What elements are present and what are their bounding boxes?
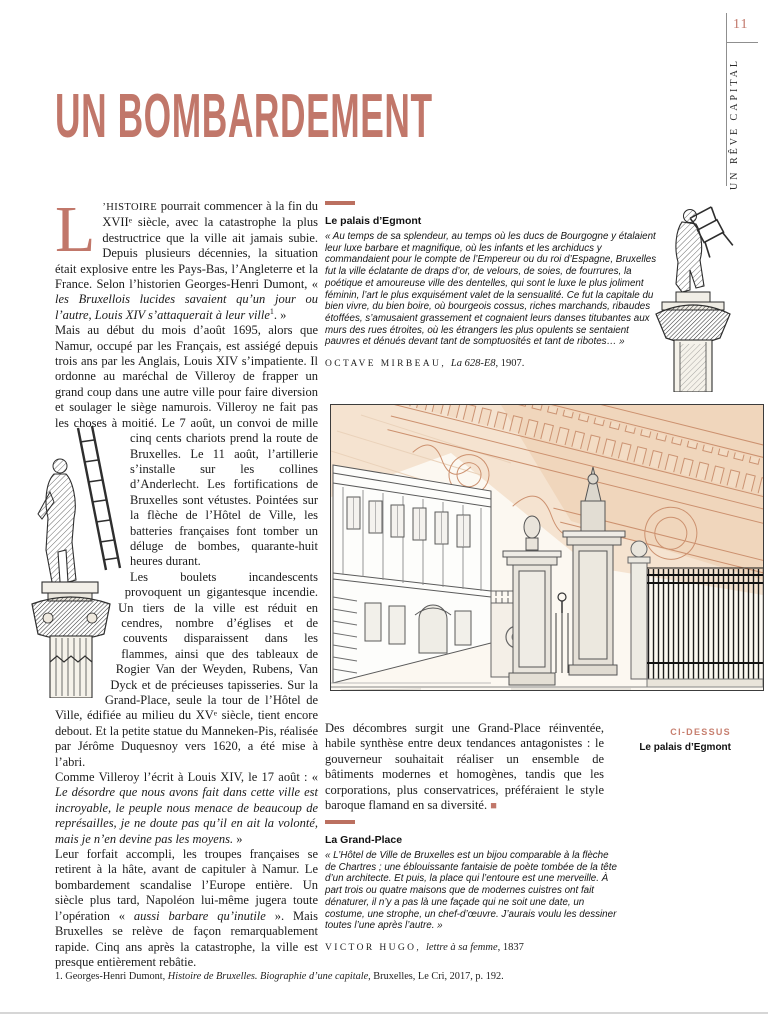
- text-run: août, un convoi de mille cinq cents chariots prend la route de Bruxelles. Le 11 août, l’artillerie s’installe sur les collines d’Anderlecht. Les fortifications de Bruxelles sont vétustes. Pointées sur la flèche de l’Hôtel de Ville, les batteries françaises font tomber un déluge de bombes, quarante-huit heures durant.: [130, 415, 319, 569]
- statue-ladder-illustration: [22, 422, 126, 698]
- quote-author: OCTAVE MIRBEAU,: [325, 359, 451, 370]
- margin-tick: [726, 42, 758, 43]
- text-run: aussi barbare qu’inutile: [133, 908, 266, 923]
- page-edge-line: [0, 1012, 768, 1014]
- footnote-reference: 1: [269, 306, 274, 316]
- quote-date: , 1837: [497, 941, 524, 953]
- text-run: . »: [273, 307, 287, 322]
- end-of-article-mark: ■: [490, 800, 497, 813]
- text-run: Leur forfait accompli, les troupes françaises se retirent à la hâte, avant de capituler à Namur. Le bombardement scandalise l’Europe entière. Un siècle plus tard, Napoléon lui-même jugera toute l’opération «: [55, 847, 318, 923]
- text-run: Mais au début du mois d’août 1695, alors que Namur, occupé par les Français, est assiégé depuis trois ans par les Anglais, Louis XIV s’impatiente. Il ordonne au maréchal de Villeroy de frapper un grand coup dans une autre ville pour faire diversion et soulager le siège namurois. Villeroy ne fait pas les choses à moitié. Le 7: [55, 323, 318, 430]
- sidebar-quote-grand-place: [325, 820, 617, 953]
- quote-heading: La Grand-Place: [325, 834, 403, 846]
- quote-text: « L’Hôtel de Ville de Bruxelles est un bijou comparable à la flèche de Chartres ; une éblouissante fantaisie de poète tombée de la tête d’un architecte. Et puis, la place qui l’entoure est une merveille. À part trois ou quatre maisons que de modernes cuistres ont fait dénaturer, il n’y a pas là une façade qui ne soit une date, un costume, une strophe, un chef-d’œuvre. J’aurais voulu les dessiner toutes l’une après l’autre. »: [325, 850, 617, 932]
- palace-engraving: [331, 405, 763, 690]
- margin-rule: [726, 13, 727, 186]
- illustration-caption: [545, 727, 731, 753]
- quote-work: lettre à sa femme: [425, 941, 498, 953]
- paragraph-2: [55, 323, 318, 570]
- caption-label: Le palais d’Egmont: [639, 742, 731, 753]
- page-title: UN BOMBARDEMENT: [55, 82, 433, 151]
- footnote: [55, 971, 695, 982]
- text-run: , Bruxelles, Le Cri, 2017, p. 192.: [368, 971, 504, 982]
- text-run: Comme Villeroy l’écrit à Louis XIV, le 17 août : «: [55, 770, 318, 785]
- text-run: »: [233, 831, 243, 846]
- paragraph-1: [55, 193, 318, 323]
- footnote-work-title: Histoire de Bruxelles. Biographie d’une capitale: [167, 971, 369, 982]
- paragraph-5: [55, 847, 318, 970]
- text-run: ». Mais Bruxelles se relève de façon remarquablement rapide. Cinq ans après la catastrophe, la ville est presque entièrement rebâtie.: [55, 908, 319, 969]
- text-run: Le désordre que nous avons fait dans cette ville est incroyable, le peuple nous menace de beaucoup de représailles, je ne doute pas qu’il en ait la volonté, mais je n’en devine pas les moyens.: [55, 785, 318, 846]
- statue-chair-engraving: [650, 196, 736, 392]
- article-body: [55, 193, 319, 970]
- sidebar-quote-egmont: [325, 201, 657, 369]
- quote-attribution: [325, 358, 657, 369]
- section-label: UN RÊVE CAPITAL: [729, 58, 740, 190]
- text-run: 1. Georges-Henri Dumont,: [55, 971, 168, 982]
- text-run: les Bruxellois lucides savaient qu’un jour ou l’autre, Louis XIV s’attaquerait à leur ville: [55, 292, 318, 322]
- quote-attribution: [325, 942, 617, 953]
- quote-work: La 628-E8: [450, 358, 496, 370]
- statue-chair-illustration: [650, 196, 736, 392]
- accent-bar: [325, 820, 355, 824]
- text-run: pourrait commencer à la fin du XVIIᵉ siècle, avec la catastrophe la plus destructrice que la ville ait jamais subie. Depuis plusieurs décennies, la situation était explosive entre les Pays-Bas, l’Angleterre et la France. Selon l’historien Georges-Henri Dumont, «: [55, 199, 318, 292]
- paragraph-4: [55, 770, 318, 847]
- paragraph-3: Les boulets incandescents provoquent un gigantesque incendie. Un tiers de la ville est réduit en cendres, nombre d’églises et de couvents disparaissent dans les flammes, ainsi que des tableaux de Rogier Van der Weyden, Rubens, Van Dyck et de précieuses tapisseries. Sur la Grand-Place, seule la tour de l’Hôtel de Ville, édifiée au milieu du XVᵉ siècle, tient encore debout. Et la petite statue du Manneken-Pis, réalisée par Jérôme Duquesnoy vers 1620, a été mise à l’abri.: [55, 569, 318, 769]
- quote-heading: Le palais d’Egmont: [325, 215, 422, 227]
- quote-text: « Au temps de sa splendeur, au temps où les ducs de Bourgogne y étalaient leur luxe barbare et magnifique, où les infants et les archiducs y commandaient pour le compte de l’Empereur ou du roi d’Espagne, Bruxelles fut la ville éclatante de draps d’or, de velours, de soies, de fourrures, la poétique et amoureuse ville des dentelles, qui sont le luxe le plus joliment féminin, l’art le plus exquisément valet de la sensualité. Ce fut la capitale du bien vivre, du bien boire, où bourgeois cossus, riches marchands, ribaudes étoffées, s’amusaient grassement et cognaient leurs danses titubantes aux murs des rues étroites, où les étrangers les plus opulents se sentaient pauvres et dénués devant tant de somptuosités et tant de ribotes… »: [325, 231, 657, 348]
- statue-ladder-engraving: [22, 422, 126, 698]
- drop-cap: L: [55, 193, 96, 266]
- palais-egmont-illustration: [330, 404, 764, 691]
- quote-author: VICTOR HUGO,: [325, 942, 426, 953]
- accent-bar: [325, 201, 355, 205]
- text-run: Des décombres surgit une Grand-Place réinventée, habile synthèse entre deux tendances antagonistes : le gouverneur souhaitait réaliser un ensemble de bâtiments modernes et homogènes, tandis que les corporations, plus conservatrices, préféraient le style baroque flamand en sa diversité.: [325, 721, 604, 813]
- caption-kicker: CI-DESSUS: [670, 727, 731, 737]
- page-number: 11: [733, 17, 749, 32]
- text-run: ’HISTOIRE: [102, 202, 158, 213]
- quote-date: , 1907.: [495, 358, 525, 370]
